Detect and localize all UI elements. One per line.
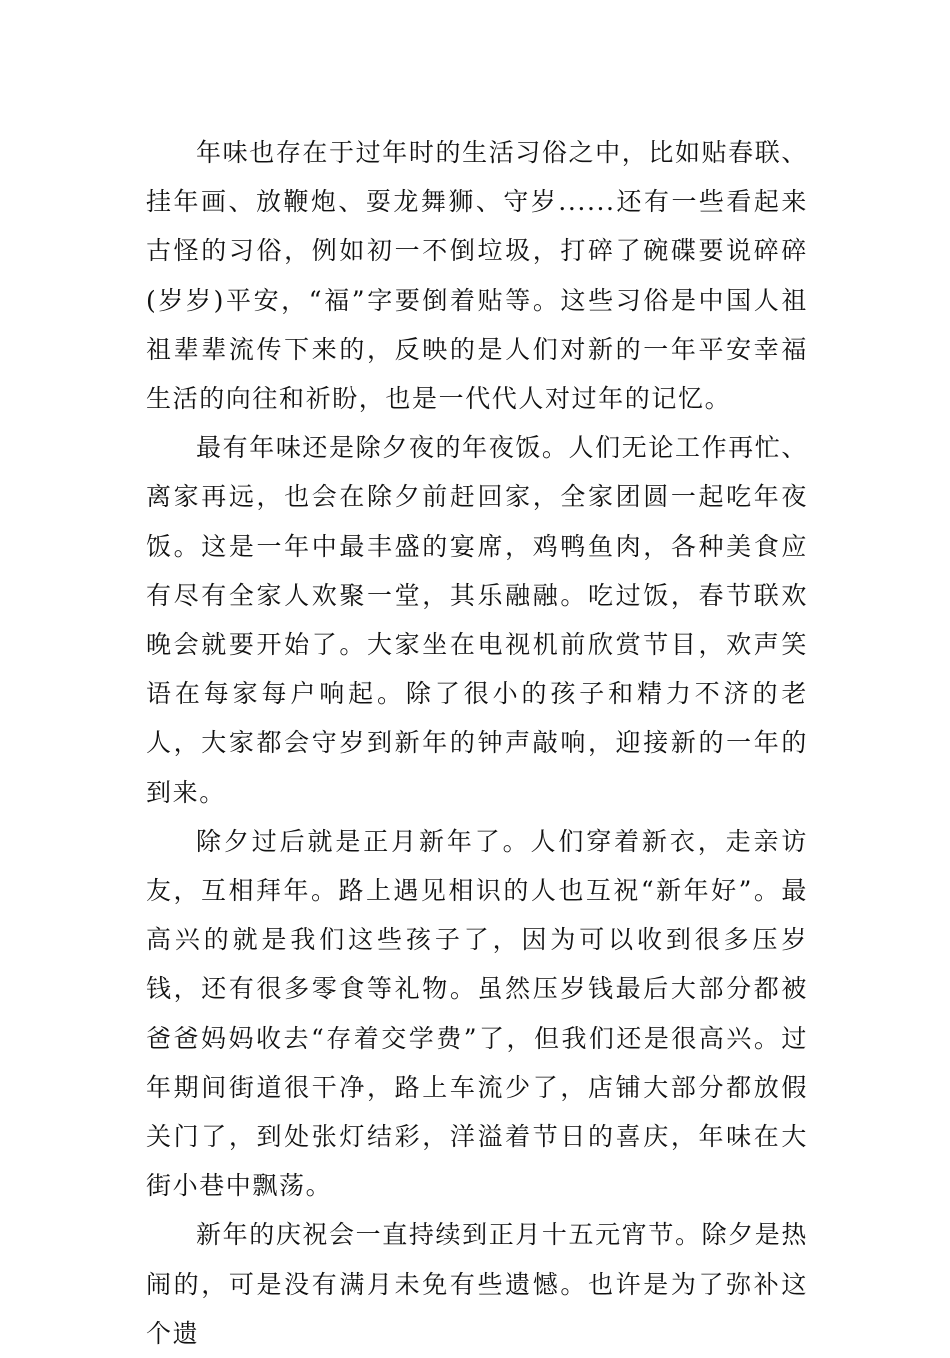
paragraph-lantern-festival: 新年的庆祝会一直持续到正月十五元宵节。除夕是热闹的，可是没有满月未免有些遗憾。也许是为了弥补这个遗 (146, 1220, 808, 1348)
document-body (146, 128, 808, 1358)
paragraph-customs: 年味也存在于过年时的生活习俗之中，比如贴春联、挂年画、放鞭炮、耍龙舞狮、守岁......还有一些看起来古怪的习俗，例如初一不倒垃圾，打碎了碗碟要说碎碎(岁岁)平安，“福”字要倒着贴等。这些习俗是中国人祖祖辈辈流传下来的，反映的是人们对新的一年平安幸福生活的向往和祈盼，也是一代代人对过年的记忆。 (146, 138, 808, 414)
paragraph-new-year-visits: 除夕过后就是正月新年了。人们穿着新衣，走亲访友，互相拜年。路上遇见相识的人也互祝“新年好”。最高兴的就是我们这些孩子了，因为可以收到很多压岁钱，还有很多零食等礼物。虽然压岁钱最后大部分都被爸爸妈妈收去“存着交学费”了，但我们还是很高兴。过年期间街道很干净，路上车流少了，店铺大部分都放假关门了，到处张灯结彩，洋溢着节日的喜庆，年味在大街小巷中飘荡。 (146, 826, 808, 1201)
paragraph-new-years-eve-dinner: 最有年味还是除夕夜的年夜饭。人们无论工作再忙、离家再远，也会在除夕前赶回家，全家团圆一起吃年夜饭。这是一年中最丰盛的宴席，鸡鸭鱼肉，各种美食应有尽有全家人欢聚一堂，其乐融融。吃过饭，春节联欢晚会就要开始了。大家坐在电视机前欣赏节目，欢声笑语在每家每户响起。除了很小的孩子和精力不济的老人，大家都会守岁到新年的钟声敲响，迎接新的一年的到来。 (146, 433, 808, 807)
